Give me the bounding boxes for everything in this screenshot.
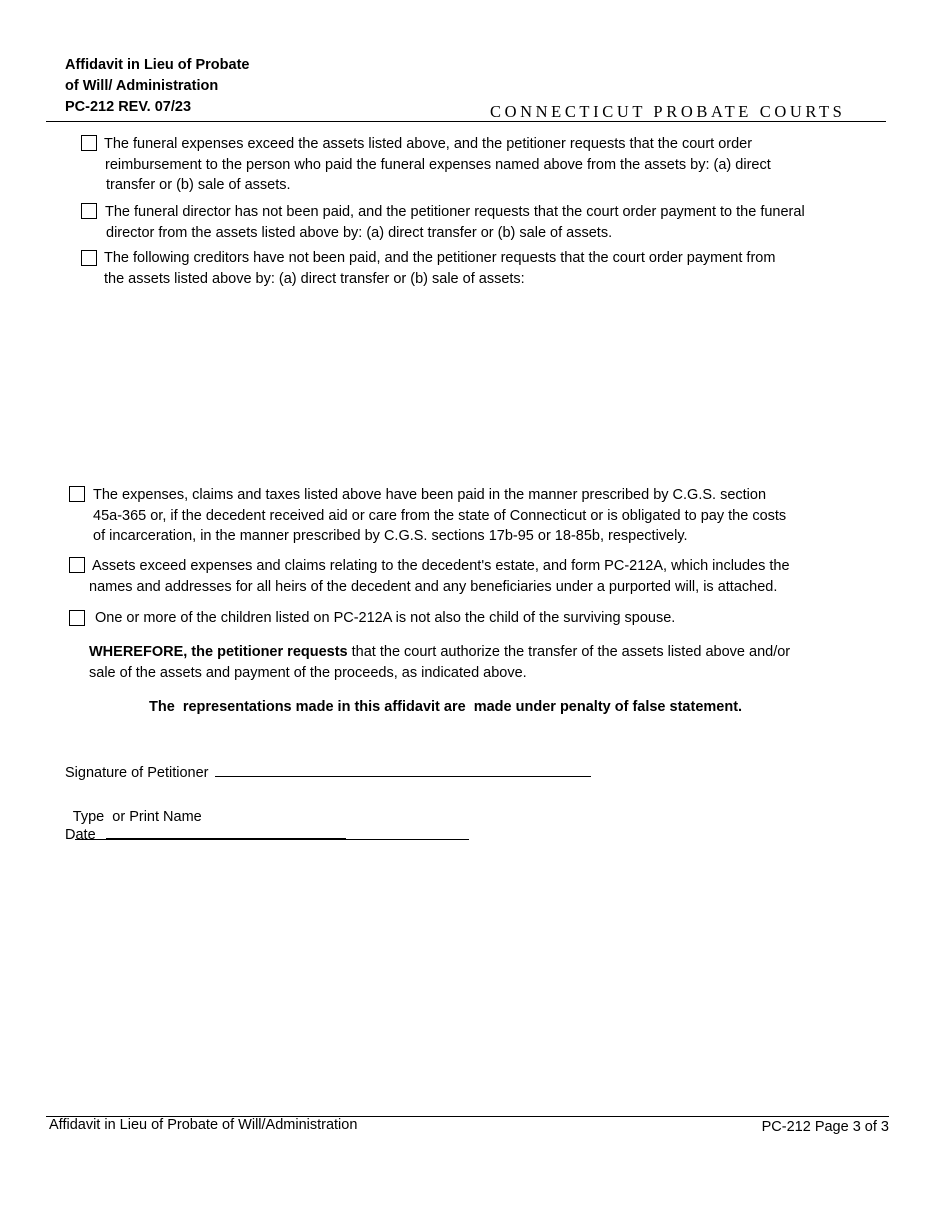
form-title-line2: of Will/ Administration — [65, 78, 219, 94]
text-line: reimbursement to the person who paid the funeral expenses named above from the assets by: (a) direct — [105, 156, 771, 173]
signature-field[interactable] — [215, 762, 591, 777]
funeral-expenses-exceed-checkbox[interactable] — [81, 135, 97, 151]
wherefore-lead: WHEREFORE, the petitioner requests — [89, 644, 348, 660]
funeral-director-unpaid-text — [105, 202, 805, 243]
text-line: The funeral expenses exceed the assets listed above, and the petitioner requests that the court order — [104, 136, 753, 152]
courts-banner: CONNECTICUT PROBATE COURTS — [490, 102, 846, 121]
text-line: the assets listed above by: (a) direct transfer or (b) sale of assets: — [104, 270, 525, 287]
footer-form-name: Affidavit in Lieu of Probate of Will/Administration — [49, 1117, 358, 1133]
children-not-spouse-text — [95, 608, 675, 629]
creditors-unpaid-checkbox[interactable] — [81, 250, 97, 266]
date-row — [65, 824, 346, 843]
children-not-spouse-checkbox[interactable] — [69, 610, 85, 626]
wherefore-rest: that the court authorize the transfer of the assets listed above and/or — [347, 644, 791, 660]
text-line: The funeral director has not been paid, and the petitioner requests that the court order payment to the funeral — [105, 204, 805, 220]
text-line: One or more of the children listed on PC-212A is not also the child of the surviving spouse. — [95, 610, 676, 626]
text-line: of incarceration, in the manner prescribed by C.G.S. sections 17b-95 or 18-85b, respectively. — [93, 528, 688, 544]
text-line: The following creditors have not been paid, and the petitioner requests that the court order payment from — [104, 250, 776, 266]
expenses-paid-text — [93, 485, 786, 547]
penalty-statement: The representations made in this affidavit are made under penalty of false statement. — [149, 699, 743, 715]
header-divider — [46, 121, 886, 122]
print-name-label: Type or Print Name — [72, 809, 202, 825]
text-line: transfer or (b) sale of assets. — [106, 177, 291, 193]
text-line: 45a-365 or, if the decedent received aid or care from the state of Connecticut or is obligated to pay the costs — [93, 507, 787, 524]
text-line: The expenses, claims and taxes listed above have been paid in the manner prescribed by C.G.S. section — [93, 487, 767, 503]
footer-page-number: PC-212 Page 3 of 3 — [761, 1119, 889, 1135]
signature-row — [65, 762, 591, 781]
text-line: Assets exceed expenses and claims relating to the decedent's estate, and form PC-212A, which includes the — [92, 558, 790, 574]
wherefore-paragraph — [89, 642, 790, 683]
wherefore-line2: sale of the assets and payment of the proceeds, as indicated above. — [89, 664, 527, 681]
assets-exceed-checkbox[interactable] — [69, 557, 85, 573]
expenses-paid-checkbox[interactable] — [69, 486, 85, 502]
funeral-expenses-exceed-text — [104, 134, 771, 196]
text-line: director from the assets listed above by: (a) direct transfer or (b) sale of assets. — [106, 224, 613, 241]
form-title-line1: Affidavit in Lieu of Probate — [65, 57, 250, 73]
funeral-director-unpaid-checkbox[interactable] — [81, 203, 97, 219]
form-id: PC-212 REV. 07/23 — [65, 99, 192, 115]
signature-label: Signature of Petitioner — [65, 765, 209, 781]
wherefore-line1 — [89, 642, 790, 663]
date-label: Date — [65, 827, 96, 843]
form-title — [65, 55, 365, 118]
date-field[interactable] — [106, 824, 346, 839]
text-line: names and addresses for all heirs of the decedent and any beneficiaries under a purported will, is attached. — [89, 578, 778, 595]
creditors-unpaid-text — [104, 248, 775, 289]
assets-exceed-text — [89, 556, 790, 597]
